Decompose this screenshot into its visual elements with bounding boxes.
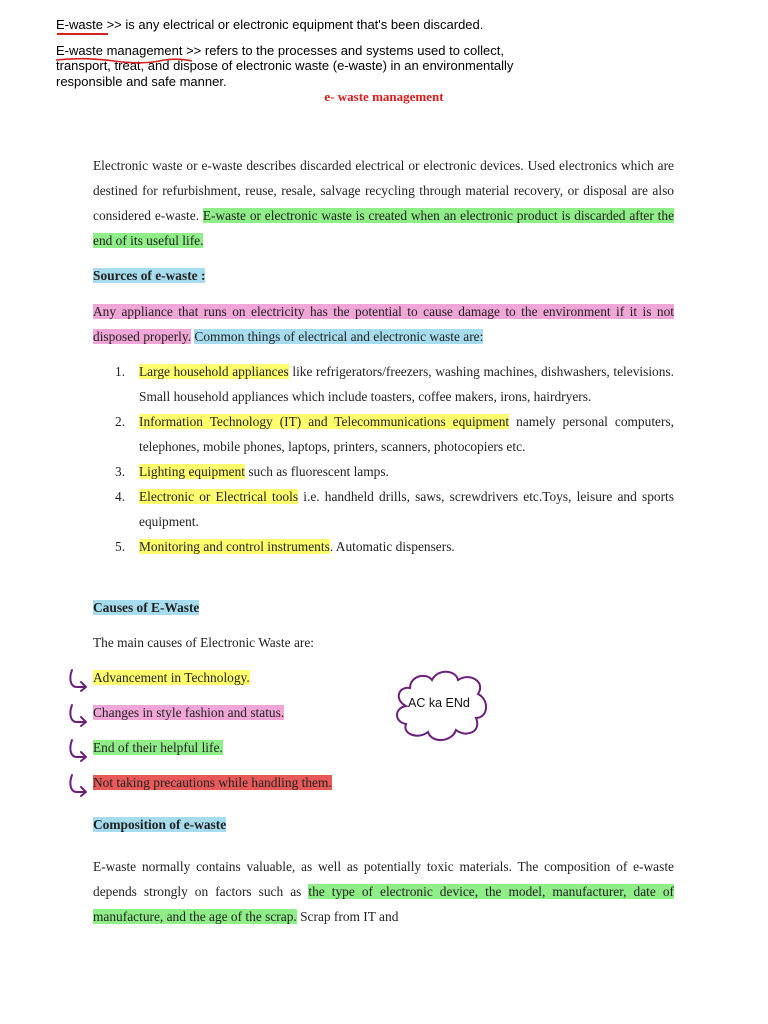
hook-arrow-icon	[64, 738, 90, 764]
source-item	[93, 359, 674, 409]
cause-item-text: Not taking precautions while handling them.	[93, 775, 332, 790]
note-ewaste-text: >> is any electrical or electronic equipment that's been discarded.	[102, 17, 484, 32]
cause-item	[93, 775, 332, 791]
source-item-text: such as fluorescent lamps.	[245, 464, 389, 479]
source-item-number: 3.	[115, 464, 126, 479]
intro-plain-text: Electronic waste or e-waste describes discarded electrical or electronic devices. Used electronics which are destined for refurbishment, reuse, resale, salvage recycling through material recovery, or disposal are also considered e-waste.	[93, 158, 674, 223]
cause-item	[93, 740, 223, 756]
composition-heading: Composition of e-waste	[93, 817, 227, 832]
ewaste-underline	[57, 33, 108, 35]
source-item-number: 5.	[115, 539, 126, 554]
note-ewaste-term: E-waste	[56, 17, 103, 32]
source-item-number: 1.	[115, 364, 126, 379]
cloud-note-text: AC ka ENd	[408, 696, 470, 710]
sources-pink-text: Any appliance that runs on electricity has the potential to cause damage to the environment if it is not disposed properly.	[93, 304, 674, 344]
source-item-number: 4.	[115, 489, 126, 504]
note-mgmt-definition	[56, 43, 513, 89]
causes-heading-block	[93, 600, 674, 616]
source-item-text: namely personal computers, telephones, mobile phones, laptops, printers, scanners, photocopiers etc.	[139, 414, 675, 454]
cause-item-text: Advancement in Technology.	[93, 670, 250, 685]
source-item-text: . Automatic dispensers.	[329, 539, 455, 554]
intro-highlight: E-waste or electronic waste is created when an electronic product is discarded after the end of its useful life.	[93, 208, 675, 248]
note-mgmt-term: E-waste management	[56, 43, 183, 58]
hook-arrow-icon	[64, 773, 90, 799]
source-item-number: 2.	[115, 414, 126, 429]
intro-paragraph	[93, 153, 674, 253]
note-ewaste-definition	[56, 17, 483, 32]
source-item-highlight: Monitoring and control instruments	[139, 539, 330, 554]
source-item-text: i.e. handheld drills, saws, screwdrivers etc.Toys, leisure and sports equipment.	[139, 489, 674, 529]
mgmt-underline	[54, 55, 194, 65]
sources-section	[93, 268, 674, 284]
source-item	[93, 459, 674, 484]
sources-list-container	[93, 359, 674, 559]
composition-highlight: the type of electronic device, the model, manufacturer, date of manufacture, and the age of the scrap.	[93, 884, 674, 924]
note-mgmt-text-1: >> refers to the processes and systems used to collect,	[182, 43, 504, 58]
source-item	[93, 484, 674, 534]
composition-paragraph	[93, 854, 674, 929]
sources-paragraph	[93, 299, 674, 349]
source-item-highlight: Information Technology (IT) and Telecommunications equipment	[139, 414, 510, 429]
sources-blue-text: Common things of electrical and electronic waste are:	[194, 329, 484, 344]
hook-arrow-icon	[64, 703, 90, 729]
note-mgmt-text-2: transport, treat, and dispose of electronic waste (e-waste) in an environmentally	[56, 58, 514, 74]
source-item-text: like refrigerators/freezers, washing machines, dishwashers, televisions. Small household appliances which include toasters, coffee makers, irons, hairdryers.	[139, 364, 675, 404]
source-item	[93, 534, 674, 559]
sources-list	[93, 359, 674, 559]
hook-arrow-icon	[64, 668, 90, 694]
composition-heading-block	[93, 817, 674, 833]
source-item-highlight: Large household appliances	[139, 364, 289, 379]
composition-plain-2: Scrap from IT and	[296, 909, 399, 924]
source-item-highlight: Lighting equipment	[139, 464, 245, 479]
note-mgmt-text-3: responsible and safe manner.	[56, 73, 227, 89]
cause-item-text: Changes in style fashion and status.	[93, 705, 285, 720]
source-item	[93, 409, 674, 459]
cause-item	[93, 670, 250, 686]
cause-item-text: End of their helpful life.	[93, 740, 223, 755]
cause-item	[93, 705, 284, 721]
page-title: e- waste management	[324, 89, 444, 104]
composition-plain-1: E-waste normally contains valuable, as well as potentially toxic materials. The composition of e-waste depends strongly on factors such as	[93, 859, 674, 899]
causes-intro: The main causes of Electronic Waste are:	[93, 635, 315, 650]
sources-heading: Sources of e-waste :	[93, 268, 206, 283]
causes-heading: Causes of E-Waste	[93, 600, 200, 615]
source-item-highlight: Electronic or Electrical tools	[139, 489, 299, 504]
